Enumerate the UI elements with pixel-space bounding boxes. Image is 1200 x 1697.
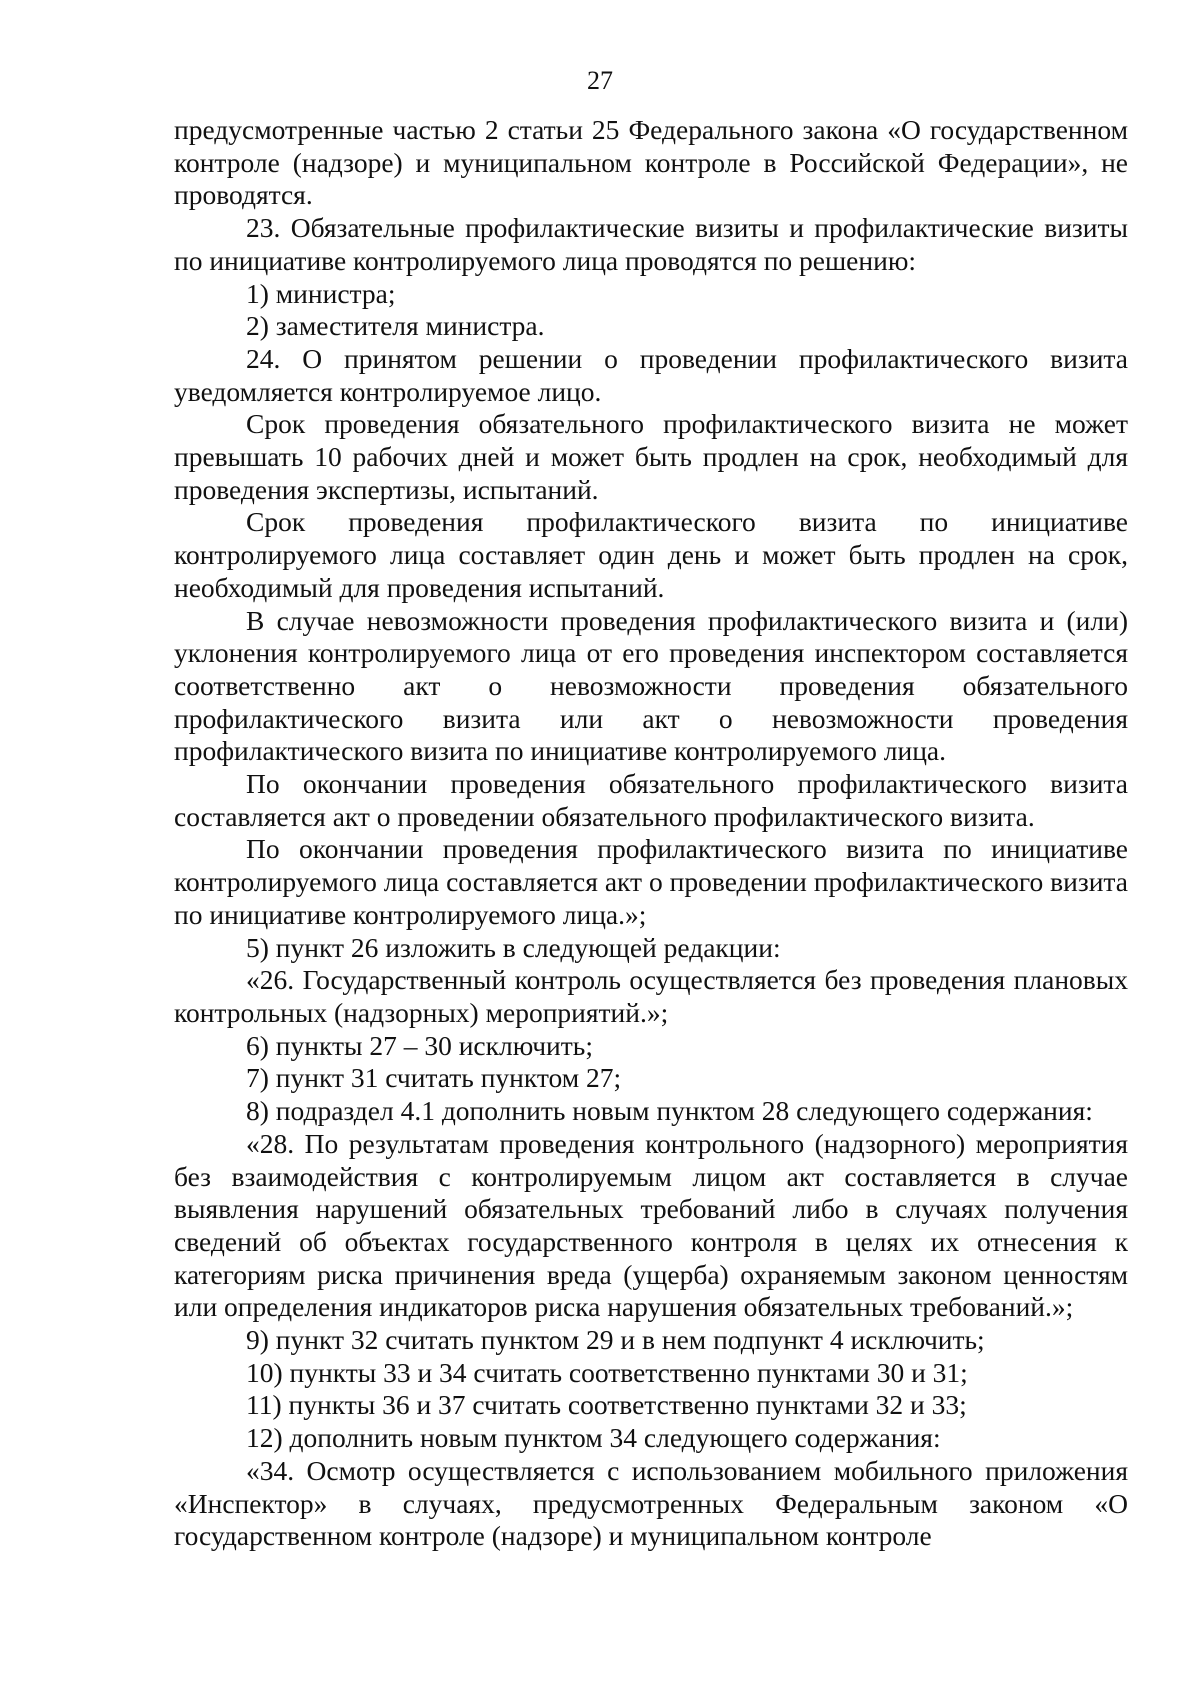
amendment-item: 10) пункты 33 и 34 считать соответственно пунктами 30 и 31; (246, 1356, 968, 1388)
paragraph-item-28: «28. По результатам проведения контрольного (надзорного) мероприятия без взаимодействия с контролируемым лицом акт составляется в случае выявления нарушений обязательных требований либо в случаях получения сведений об объектах государственного контроля в целях их отнесения к категориям риска причинения вреда (ущерба) охраняемым законом ценностям или определения индикаторов риска нарушения обязательных требований.»; (174, 1127, 1128, 1323)
paragraph-item-23: 23. Обязательные профилактические визиты и профилактические визиты по инициативе контролируемого лица проводятся по решению: (174, 212, 1128, 276)
list-item: 2) заместителя министра. (246, 310, 545, 342)
amendment-item: 5) пункт 26 изложить в следующей редакции: (246, 931, 781, 963)
amendment-item: 6) пункты 27 – 30 исключить; (246, 1029, 593, 1061)
document-body (174, 114, 1128, 1553)
list-item: 1) министра; (246, 277, 396, 309)
amendment-item: 11) пункты 36 и 37 считать соответственно пунктами 32 и 33; (246, 1389, 967, 1421)
amendment-item: 9) пункт 32 считать пунктом 29 и в нем подпункт 4 исключить; (246, 1324, 985, 1356)
page-number: 27 (587, 66, 613, 95)
paragraph: По окончании проведения профилактического визита по инициативе контролируемого лица составляется акт о проведении профилактического визита по инициативе контролируемого лица.»; (174, 833, 1128, 930)
paragraph-item-34: «34. Осмотр осуществляется с использованием мобильного приложения «Инспектор» в случаях, предусмотренных Федеральным законом «О государственном контроле (надзоре) и муниципальном контроле (174, 1454, 1128, 1552)
paragraph-continuation: предусмотренные частью 2 статьи 25 Федерального закона «О государственном контроле (надзоре) и муниципальном контроле в Российской Федерации», не проводятся. (174, 114, 1128, 211)
paragraph-item-26: «26. Государственный контроль осуществляется без проведения плановых контрольных (надзорных) мероприятий.»; (174, 964, 1128, 1028)
paragraph: В случае невозможности проведения профилактического визита и (или) уклонения контролируемого лица от его проведения инспектором составляется соответственно акт о невозможности проведения обязательного профилактического визита или акт о невозможности проведения профилактического визита по инициативе контролируемого лица. (174, 604, 1128, 767)
paragraph-item-24: 24. О принятом решении о проведении профилактического визита уведомляется контролируемое лицо. (174, 342, 1128, 407)
amendment-item: 12) дополнить новым пунктом 34 следующего содержания: (246, 1422, 941, 1454)
amendment-item: 7) пункт 31 считать пунктом 27; (246, 1062, 622, 1094)
paragraph: Срок проведения профилактического визита по инициативе контролируемого лица составляет один день и может быть продлен на срок, необходимый для проведения испытаний. (174, 506, 1128, 603)
paragraph: По окончании проведения обязательного профилактического визита составляется акт о проведении обязательного профилактического визита. (174, 768, 1128, 832)
amendment-item: 8) подраздел 4.1 дополнить новым пунктом 28 следующего содержания: (246, 1095, 1093, 1127)
paragraph: Срок проведения обязательного профилактического визита не может превышать 10 рабочих дней и может быть продлен на срок, необходимый для проведения экспертизы, испытаний. (174, 408, 1128, 505)
